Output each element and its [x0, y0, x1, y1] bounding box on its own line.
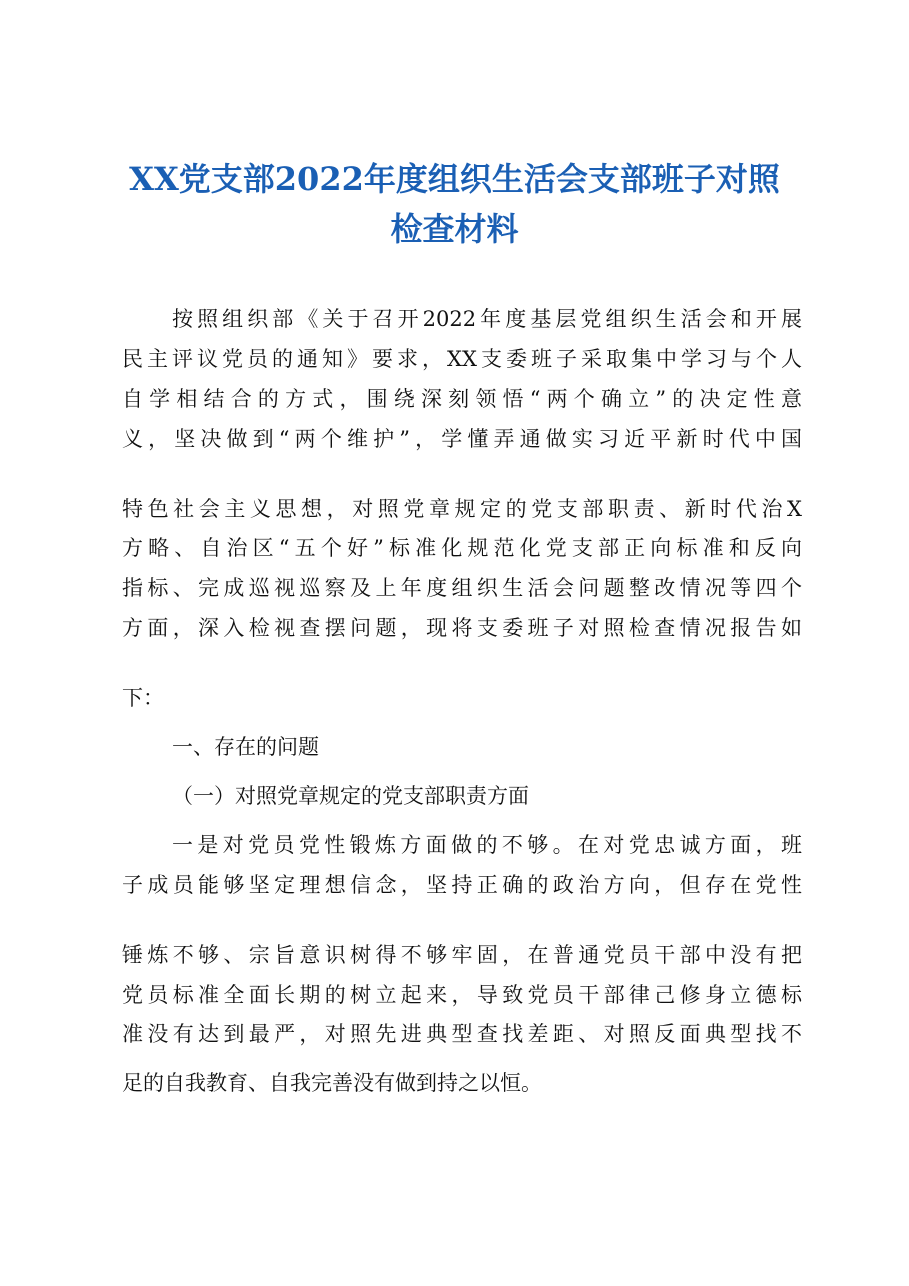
section-heading: 一、存在的问题: [172, 735, 319, 759]
body-line: 足的自我教育、自我完善没有做到持之以恒。: [122, 1071, 542, 1095]
intro-line: 指标、完成巡视巡察及上年度组织生活会问题整改情况等四个: [122, 576, 802, 600]
body-line: 党员标准全面长期的树立起来，导致党员干部律己修身立德标: [122, 983, 802, 1007]
body-line: 锤炼不够、宗旨意识树得不够牢固，在普通党员干部中没有把: [122, 943, 802, 967]
body-line: 子成员能够坚定理想信念，坚持正确的政治方向，但存在党性: [122, 873, 802, 897]
intro-line: 自学相结合的方式，围绕深刻领悟“两个确立”的决定性意: [122, 387, 802, 411]
intro-line: 按照组织部《关于召开2022年度基层党组织生活会和开展: [172, 307, 802, 331]
document-title-line-1: XX党支部2022年度组织生活会支部班子对照: [129, 160, 780, 198]
intro-line: 义，坚决做到“两个维护”，学懂弄通做实习近平新时代中国: [122, 427, 802, 451]
body-line: 一是对党员党性锻炼方面做的不够。在对党忠诚方面，班: [172, 833, 802, 857]
intro-line: 特色社会主义思想，对照党章规定的党支部职责、新时代治X: [122, 497, 802, 521]
intro-line: 方略、自治区“五个好”标准化规范化党支部正向标准和反向: [122, 536, 802, 560]
intro-line: 下：: [122, 686, 164, 710]
subsection-heading: （一）对照党章规定的党支部职责方面: [172, 784, 529, 808]
document-title-line-2: 检查材料: [390, 210, 519, 248]
intro-line: 方面，深入检视查摆问题，现将支委班子对照检查情况报告如: [122, 616, 802, 640]
body-line: 准没有达到最严，对照先进典型查找差距、对照反面典型找不: [122, 1022, 802, 1046]
intro-line: 民主评议党员的通知》要求，XX支委班子采取集中学习与个人: [122, 347, 802, 371]
